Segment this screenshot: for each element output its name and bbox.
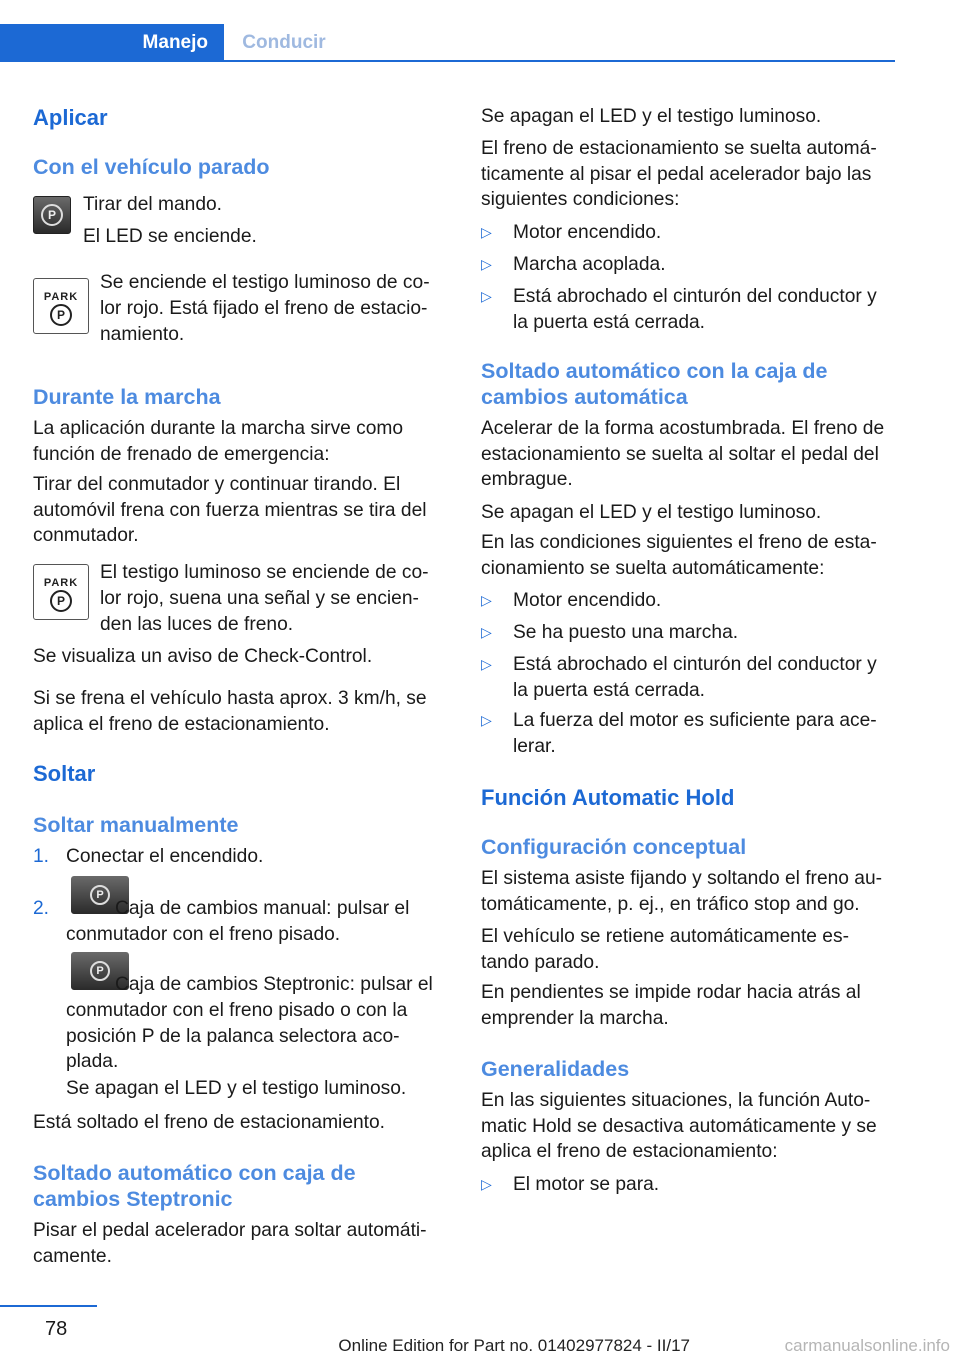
bullet-icon: ▷ — [481, 256, 492, 272]
park-warning-icon — [33, 278, 89, 334]
p-symbol: P — [50, 304, 72, 326]
list-item — [33, 844, 445, 870]
list-text: Motor encendido. — [513, 590, 662, 611]
heading-soltar-manual: Soltar manualmente — [33, 813, 239, 837]
text-park1-l2: lor rojo. Está fijado el freno de estacio‐ — [100, 298, 428, 319]
step-text: Caja de cambios Steptronic: pulsar el — [115, 974, 433, 995]
step-text: conmutador con el freno pisado. — [66, 924, 341, 945]
p-symbol: P — [90, 961, 110, 981]
text-r5: En las condiciones siguientes el freno de esta‐ cionamiento se suelta automáticamente: — [481, 532, 877, 579]
heading-durante: Durante la marcha — [33, 385, 221, 409]
page-number: 78 — [45, 1318, 68, 1340]
list-text: Se ha puesto una marcha. — [513, 622, 739, 643]
text-led: El LED se enciende. — [83, 226, 257, 247]
text-durante-1: La aplicación durante la marcha sirve como función de frenado de emergencia: — [33, 418, 404, 465]
step-number: 1. — [33, 846, 50, 867]
text-park2-l2: lor rojo, suena una señal y se encien‐ — [100, 588, 419, 609]
step-text: Caja de cambios manual: pulsar el — [115, 898, 410, 919]
parking-brake-icon — [33, 196, 71, 234]
text-r4: Se apagan el LED y el testigo luminoso. — [481, 502, 822, 523]
bullet-icon: ▷ — [481, 712, 492, 728]
text-r8: En pendientes se impide rodar hacia atrás al emprender la marcha. — [481, 982, 861, 1029]
park-label: PARK — [43, 291, 79, 303]
header-tabs — [0, 0, 895, 62]
list-item — [33, 965, 445, 1082]
p-symbol: P — [90, 885, 110, 905]
text-park1-l3: namiento. — [100, 324, 185, 345]
list-text: Motor encendido. — [513, 222, 662, 243]
park-label: PARK — [43, 577, 79, 589]
text-r3: Acelerar de la forma acostumbrada. El freno de estacionamiento se suelta al soltar el pedal del embrague. — [481, 418, 885, 490]
bullet-icon: ▷ — [481, 592, 492, 608]
p-symbol: P — [50, 590, 72, 612]
heading-con-vehiculo: Con el vehículo parado — [33, 155, 270, 179]
step-number: 2. — [33, 898, 50, 919]
bullet-icon: ▷ — [481, 624, 492, 640]
text-durante-2: Tirar del conmutador y continuar tirando. El automóvil frena con fuerza mientras se tira del conmutador. — [33, 474, 427, 546]
heading-aplicar: Aplicar — [33, 105, 108, 130]
list-text: El motor se para. — [513, 1174, 660, 1195]
heading-generalidades: Generalidades — [481, 1057, 630, 1081]
text-r7: El vehículo se retiene automáticamente es‐ tando parado. — [481, 926, 849, 973]
heading-automatic-hold: Función Automatic Hold — [481, 785, 735, 810]
list-text: La fuerza del motor es suficiente para ace‐ lerar. — [513, 710, 877, 757]
step-text: conmutador con el freno pisado o con la posición P de la palanca selectora aco‐ plada. — [66, 1000, 408, 1072]
heading-soltar: Soltar — [33, 761, 96, 786]
edition-note: Online Edition for Part no. 01402977824 - II/17 — [338, 1336, 690, 1355]
header-rule — [0, 60, 895, 62]
watermark: carmanualsonline.info — [784, 1336, 950, 1355]
text-pisar: Pisar el pedal acelerador para soltar automáti‐ camente. — [33, 1220, 427, 1267]
footer-rule — [0, 1305, 97, 1307]
text-tirar: Tirar del mando. — [83, 194, 222, 215]
heading-configuracion: Configuración conceptual — [481, 835, 747, 859]
list-item — [33, 889, 445, 956]
list-text: Está abrochado el cinturón del conductor y la puerta está cerrada. — [513, 286, 877, 333]
heading-soltado-automatica: Soltado automático con la caja de cambios automática — [481, 359, 828, 409]
text-r6: El sistema asiste fijando y soltando el freno au‐ tomáticamente, p. ej., en tráfico stop and go. — [481, 868, 883, 915]
p-symbol: P — [41, 204, 63, 226]
text-park1-l1: Se enciende el testigo luminoso de co‐ — [100, 272, 430, 293]
text-r9: En las siguientes situaciones, la función Auto‐ matic Hold se desactiva automáticamente y se aplica el freno de estacionamiento: — [481, 1090, 877, 1162]
text-r2: El freno de estacionamiento se suelta automá‐ ticamente al pisar el pedal acelerador bajo las siguientes condiciones: — [481, 138, 877, 210]
text-park2-l1: El testigo luminoso se enciende de co‐ — [100, 562, 429, 583]
tab-manejo[interactable]: Manejo — [0, 24, 224, 62]
text-frena: Si se frena el vehículo hasta aprox. 3 km/h, se aplica el freno de estacionamiento. — [33, 688, 427, 735]
bullet-icon: ▷ — [481, 288, 492, 304]
text-check: Se visualiza un aviso de Check-Control. — [33, 646, 373, 667]
list-text: Marcha acoplada. — [513, 254, 666, 275]
bullet-icon: ▷ — [481, 1176, 492, 1192]
bullet-icon: ▷ — [481, 656, 492, 672]
list-text: Está abrochado el cinturón del conductor y la puerta está cerrada. — [513, 654, 877, 701]
step-text: Conectar el encendido. — [66, 846, 264, 867]
text-park2-l3: den las luces de freno. — [100, 614, 294, 635]
text-apagan: Se apagan el LED y el testigo luminoso. — [66, 1078, 407, 1099]
text-soltado: Está soltado el freno de estacionamiento. — [33, 1112, 385, 1133]
park-warning-icon — [33, 564, 89, 620]
heading-soltado-steptronic: Soltado automático con caja de cambios Steptronic — [33, 1161, 356, 1211]
text-r1: Se apagan el LED y el testigo luminoso. — [481, 106, 822, 127]
tab-conducir[interactable]: Conducir — [242, 32, 326, 53]
bullet-icon: ▷ — [481, 224, 492, 240]
